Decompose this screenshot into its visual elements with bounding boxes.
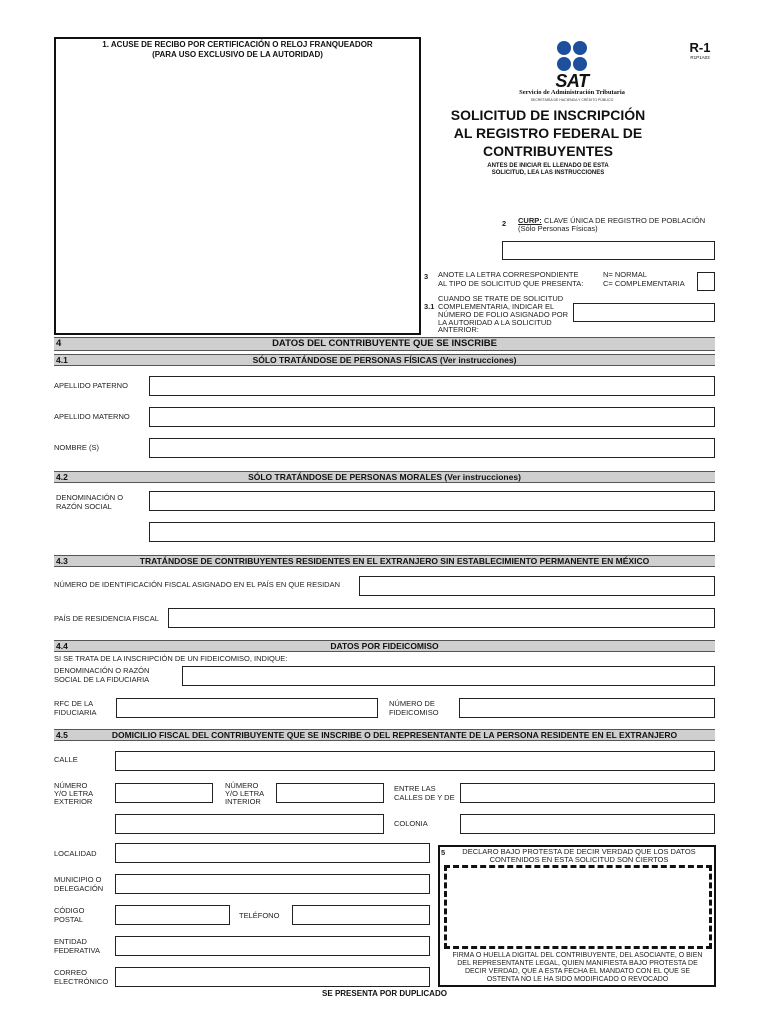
fiduciaria-label-line1: DENOMINACIÓN O RAZÓN xyxy=(54,666,150,675)
section-42-header xyxy=(54,471,715,483)
declaration-line1: DECLARO BAJO PROTESTA DE DECIR VERDAD QUE LOS DATOS xyxy=(462,847,696,856)
apellido-paterno-label: APELLIDO PATERNO xyxy=(54,381,128,390)
municipio-label-line2: DELEGACIÓN xyxy=(54,884,104,893)
entre-calles-label-line1: ENTRE LAS xyxy=(394,784,436,793)
tipo-label-line2: AL TIPO DE SOLICITUD QUE PRESENTA: xyxy=(438,279,584,288)
signature-area[interactable] xyxy=(444,865,712,949)
rfc-fiduciaria-label-line1: RFC DE LA xyxy=(54,699,94,708)
telefono-label: TELÉFONO xyxy=(239,911,280,920)
section-4-number: 4 xyxy=(56,338,62,349)
section-43-number: 4.3 xyxy=(56,556,68,566)
instructions-line1: ANTES DE INICIAR EL LLENADO DE ESTA xyxy=(487,163,609,169)
calle-field[interactable] xyxy=(115,751,715,771)
entre-calles-field[interactable] xyxy=(460,783,715,803)
apellido-paterno-field[interactable] xyxy=(149,376,715,396)
denominacion-label-line2: RAZÓN SOCIAL xyxy=(56,502,112,511)
colonia-field[interactable] xyxy=(460,814,715,834)
telefono-field[interactable] xyxy=(292,905,430,925)
numero-fideicomiso-field[interactable] xyxy=(459,698,715,718)
section-4-header xyxy=(54,337,715,351)
declaration-line2: CONTENIDOS EN ESTA SOLICITUD SON CIERTOS xyxy=(489,855,669,864)
num-int-label-line3: INTERIOR xyxy=(225,797,261,806)
codigo-postal-label-line2: POSTAL xyxy=(54,915,84,924)
num-ext-field[interactable] xyxy=(115,783,213,803)
section-41-title: SÓLO TRATÁNDOSE DE PERSONAS FÍSICAS (Ver instrucciones) xyxy=(252,355,517,365)
apellido-materno-field[interactable] xyxy=(149,407,715,427)
tipo-label-line1: ANOTE LA LETRA CORRESPONDIENTE xyxy=(438,270,579,279)
correo-label-line2: ELECTRÓNICO xyxy=(54,977,109,986)
form-code: R-1 xyxy=(689,40,711,55)
num-ext-label-line3: EXTERIOR xyxy=(54,797,93,806)
tipo-solicitud-field[interactable] xyxy=(697,272,715,291)
curp-label-bold: CURP: xyxy=(518,216,542,225)
sat-logo-subtitle: Servicio de Administración Tributaria xyxy=(519,89,625,96)
correo-field[interactable] xyxy=(115,967,430,987)
nombre-field[interactable] xyxy=(149,438,715,458)
section-45-title: DOMICILIO FISCAL DEL CONTRIBUYENTE QUE SE INSCRIBE O DEL REPRESENTANTE DE LA PERSONA RESIDENTE EN EL EXTRANJERO xyxy=(111,730,678,740)
municipio-field[interactable] xyxy=(115,874,430,894)
sat-logo-small: SECRETARÍA DE HACIENDA Y CRÉDITO PÚBLICO xyxy=(530,98,614,102)
form-subcode: R1P1A03 xyxy=(690,55,710,60)
receipt-subtitle: (PARA USO EXCLUSIVO DE LA AUTORIDAD) xyxy=(152,50,323,59)
codigo-postal-label-line1: CÓDIGO xyxy=(54,906,85,915)
numero-fideicomiso-label-line1: NÚMERO DE xyxy=(389,699,435,708)
curp-field[interactable] xyxy=(502,241,715,260)
calles-extra-field[interactable] xyxy=(115,814,384,834)
denominacion-field-2[interactable] xyxy=(149,522,715,542)
num-int-label-line2: Y/O LETRA xyxy=(225,789,265,798)
section-4-title: DATOS DEL CONTRIBUYENTE QUE SE INSCRIBE xyxy=(272,338,497,349)
section-44-header xyxy=(54,640,715,652)
section-44-title: DATOS POR FIDEICOMISO xyxy=(330,641,439,651)
nombre-label: NOMBRE (S) xyxy=(54,443,99,452)
sat-logo-text: SAT xyxy=(555,71,589,91)
id-fiscal-field[interactable] xyxy=(359,576,715,596)
folio-line5: ANTERIOR: xyxy=(438,325,479,334)
section-42-number: 4.2 xyxy=(56,472,68,482)
municipio-label-line1: MUNICIPIO O xyxy=(54,875,102,884)
localidad-label: LOCALIDAD xyxy=(54,849,97,858)
section-44-number: 4.4 xyxy=(56,641,68,651)
entidad-label-line1: ENTIDAD xyxy=(54,937,87,946)
form-title-line2: AL REGISTRO FEDERAL DE xyxy=(453,125,643,141)
num-int-field[interactable] xyxy=(276,783,384,803)
receipt-title: 1. ACUSE DE RECIBO POR CERTIFICACIÓN O RELOJ FRANQUEADOR xyxy=(102,40,373,49)
section-2-number: 2 xyxy=(502,219,507,228)
fideicomiso-intro: SI SE TRATA DE LA INSCRIPCIÓN DE UN FIDEICOMISO, INDIQUE: xyxy=(54,654,288,663)
folio-line4: LA AUTORIDAD A LA SOLICITUD xyxy=(438,318,552,327)
calle-label: CALLE xyxy=(54,755,78,764)
fiduciaria-field[interactable] xyxy=(182,666,715,686)
section-5-number: 5 xyxy=(441,848,446,857)
instructions-line2: SOLICITUD, LEA LAS INSTRUCCIONES xyxy=(491,170,605,176)
footer-text: SE PRESENTA POR DUPLICADO xyxy=(322,989,447,998)
folio-line1: CUANDO SE TRATE DE SOLICITUD xyxy=(438,294,564,303)
folio-line2: COMPLEMENTARIA, INDICAR EL xyxy=(438,302,555,311)
section-45-header xyxy=(54,729,715,741)
entre-calles-label-line2: CALLES DE Y DE xyxy=(394,793,455,802)
denominacion-field-1[interactable] xyxy=(149,491,715,511)
denominacion-label-line1: DENOMINACIÓN O xyxy=(56,493,124,502)
curp-note: (Sólo Personas Físicas) xyxy=(518,224,598,233)
section-31-number: 3.1 xyxy=(424,302,435,311)
numero-fideicomiso-label-line2: FIDEICOMISO xyxy=(389,708,439,717)
codigo-postal-field[interactable] xyxy=(115,905,230,925)
section-3-number: 3 xyxy=(424,272,429,281)
receipt-box xyxy=(54,37,421,335)
entidad-label-line2: FEDERATIVA xyxy=(54,946,100,955)
firma-line3: DECIR VERDAD, QUE A ESTA FECHA EL MANDATO CON EL QUE SE xyxy=(464,968,691,975)
option-complementaria: C= COMPLEMENTARIA xyxy=(603,279,685,288)
id-fiscal-label: NÚMERO DE IDENTIFICACIÓN FISCAL ASIGNADO EN EL PAÍS EN QUE RESIDAN xyxy=(54,580,341,589)
apellido-materno-label: APELLIDO MATERNO xyxy=(54,412,130,421)
rfc-fiduciaria-field[interactable] xyxy=(116,698,378,718)
section-42-title: SÓLO TRATÁNDOSE DE PERSONAS MORALES (Ver instrucciones) xyxy=(248,472,521,482)
section-45-number: 4.5 xyxy=(56,730,68,740)
fiduciaria-label-line2: SOCIAL DE LA FIDUCIARIA xyxy=(54,675,150,684)
form-title-line1: SOLICITUD DE INSCRIPCIÓN xyxy=(450,107,646,123)
num-ext-label-line2: Y/O LETRA xyxy=(54,789,94,798)
form-title-line3: CONTRIBUYENTES xyxy=(483,143,613,159)
pais-field[interactable] xyxy=(168,608,715,628)
firma-line1: FIRMA O HUELLA DIGITAL DEL CONTRIBUYENTE, DEL ASOCIANTE, O BIEN xyxy=(452,952,703,959)
section-43-title: TRATÁNDOSE DE CONTRIBUYENTES RESIDENTES EN EL EXTRANJERO SIN ESTABLECIMIENTO PERMANENTE EN MÉXICO xyxy=(139,556,650,566)
num-ext-label-line1: NÚMERO xyxy=(54,781,88,790)
rfc-fiduciaria-label-line2: FIDUCIARIA xyxy=(54,708,97,717)
correo-label-line1: CORREO xyxy=(54,968,87,977)
folio-field[interactable] xyxy=(573,303,715,322)
folio-line3: NÚMERO DE FOLIO ASIGNADO POR xyxy=(438,310,569,319)
firma-line2: DEL REPRESENTANTE LEGAL, QUIEN MANIFIESTA BAJO PROTESTA DE xyxy=(457,960,698,967)
entidad-field[interactable] xyxy=(115,936,430,956)
pais-label: PAÍS DE RESIDENCIA FISCAL xyxy=(54,614,159,623)
section-43-header xyxy=(54,555,715,567)
firma-line4: OSTENTA NO LE HA SIDO MODIFICADO O REVOCADO xyxy=(486,976,669,983)
section-41-number: 4.1 xyxy=(56,355,68,365)
colonia-label: COLONIA xyxy=(394,819,428,828)
curp-label: CLAVE ÚNICA DE REGISTRO DE POBLACIÓN xyxy=(544,216,706,225)
section-41-header xyxy=(54,354,715,366)
option-normal: N= NORMAL xyxy=(603,270,647,279)
localidad-field[interactable] xyxy=(115,843,430,863)
num-int-label-line1: NÚMERO xyxy=(225,781,259,790)
